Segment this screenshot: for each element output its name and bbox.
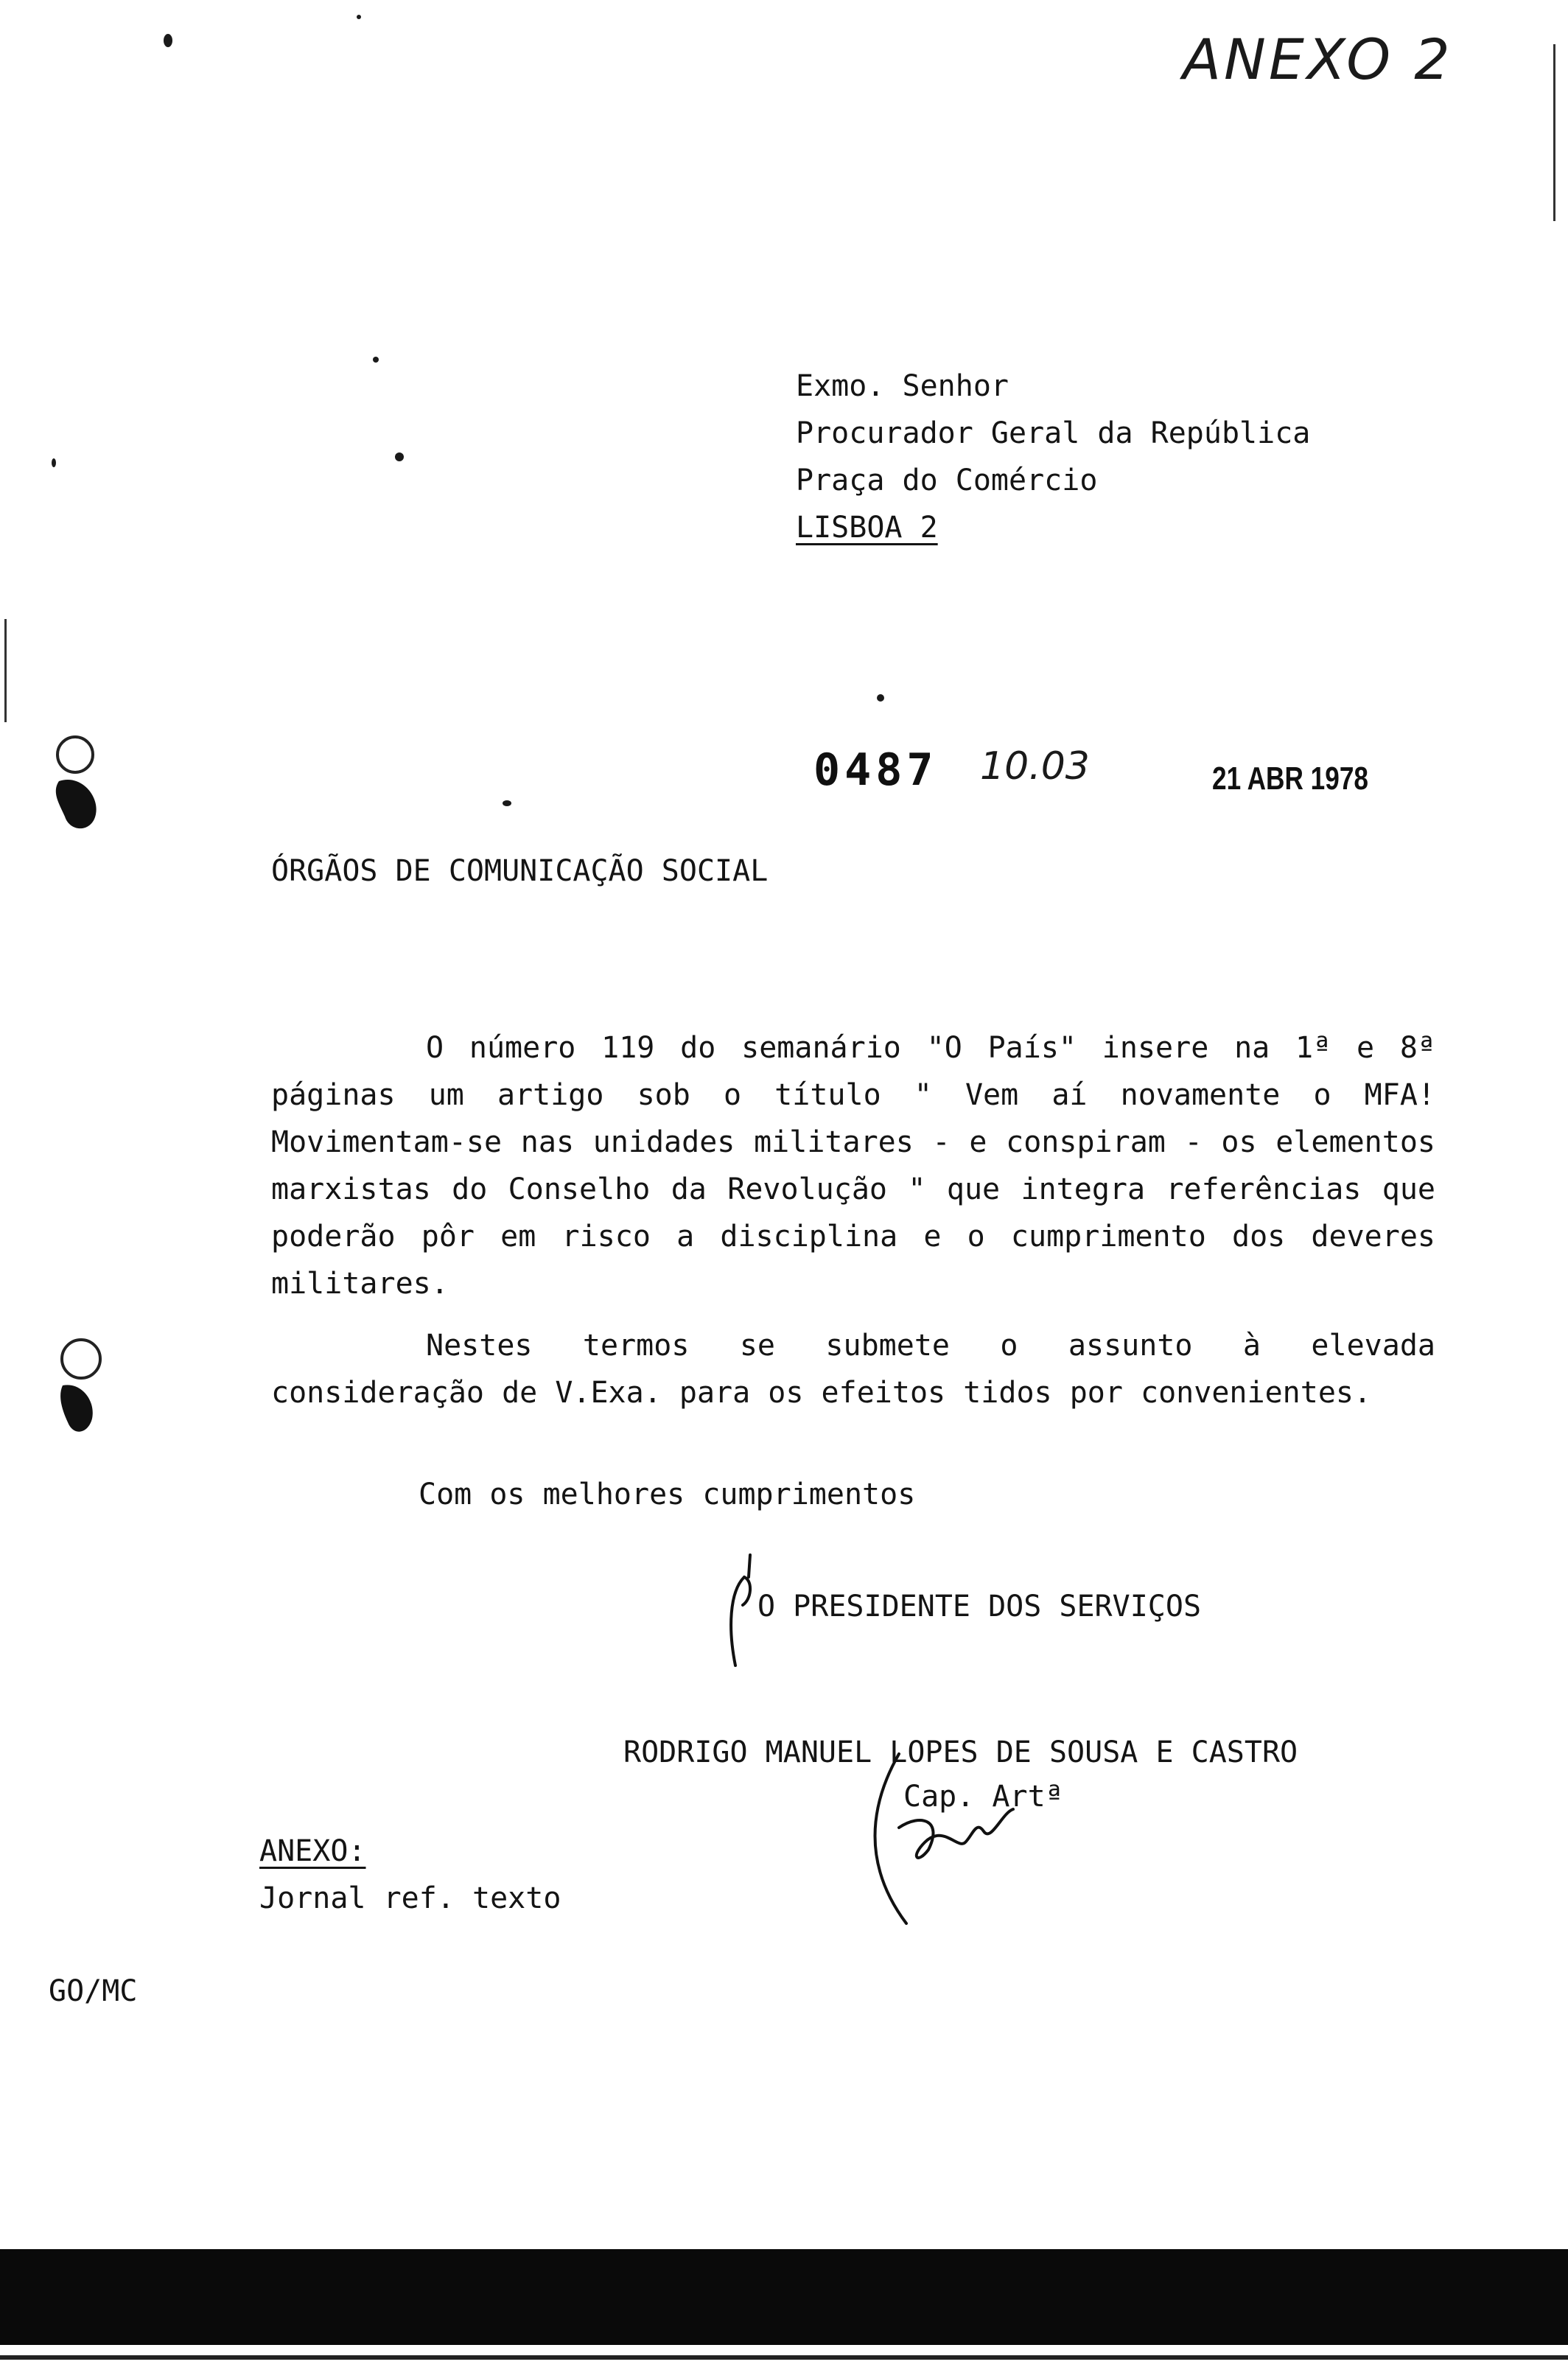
reference-handwritten: 10.03 [980, 744, 1090, 789]
annex-handwritten-mark: ANEXO 2 [1183, 27, 1453, 92]
subject-heading: ÓRGÃOS DE COMUNICAÇÃO SOCIAL [271, 854, 769, 888]
scan-speck [357, 15, 361, 19]
scan-speck [877, 694, 884, 702]
typist-initials: GO/MC [49, 1974, 138, 2008]
reference-number: 0487 [813, 744, 938, 796]
scan-speck [52, 458, 56, 467]
signatory-rank: Cap. Artª [903, 1780, 1063, 1814]
closing-line: Com os melhores cumprimentos [419, 1478, 916, 1511]
address-line-3: Praça do Comércio [796, 464, 1098, 497]
scan-edge-line [4, 619, 7, 722]
scan-bottom-line [0, 2355, 1568, 2360]
address-line-4: LISBOA 2 [796, 511, 938, 545]
scan-speck [373, 357, 379, 363]
scan-edge-line-right [1553, 44, 1555, 221]
scan-bottom-strip [0, 2249, 1568, 2345]
annex-label: ANEXO: [259, 1834, 366, 1868]
letter-body [271, 1024, 1435, 1416]
scan-speck [395, 452, 404, 461]
hole-punch-marks [37, 730, 118, 1452]
address-line-2: Procurador Geral da República [796, 416, 1311, 450]
body-paragraph-1: O número 119 do semanário "O País" insere na 1ª e 8ª páginas um artigo sob o título " Vem aí novamente o MFA! Movimentam-se nas unidades militares - e conspiram - os elementos marxistas do Conselho da Revolução " que integra referências que poderão pôr em risco a disciplina e o cumprimento dos deveres militares. [271, 1031, 1435, 1301]
handwritten-signature [855, 1739, 1076, 1931]
scan-speck [503, 800, 511, 806]
address-line-1: Exmo. Senhor [796, 369, 1009, 403]
date-stamp: 21 ABR 1978 [1212, 761, 1368, 797]
scan-speck [164, 34, 172, 47]
signatory-name: RODRIGO MANUEL LOPES DE SOUSA E CASTRO [623, 1735, 1298, 1769]
body-paragraph-2: Nestes termos se submete o assunto à elevada consideração de V.Exa. para os efeitos tidos por convenientes. [271, 1329, 1435, 1410]
annex-text: Jornal ref. texto [259, 1881, 561, 1915]
signatory-title: O PRESIDENTE DOS SERVIÇOS [757, 1590, 1202, 1623]
